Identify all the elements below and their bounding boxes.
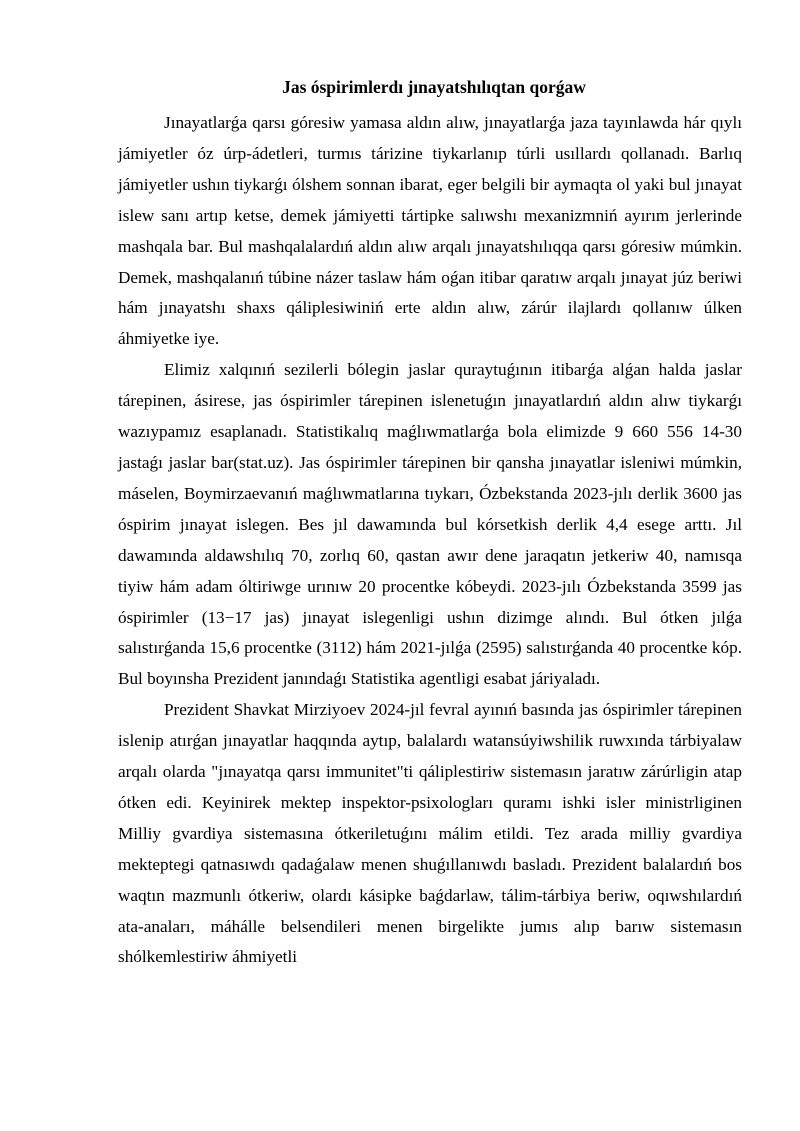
paragraph-2: Elimiz xalqınıń sezilerli bólegin jaslar quraytuǵının itibarǵa alǵan halda jaslar tárepinen, ásirese, jas óspirimler tárepinen islenetuǵın jınayatlardıń aldın alıw tiykarǵı wazıypamız esaplanadı. Statistikalıq maǵlıwmatlarǵa bola elimizde 9 660 556 14-30 jastaǵı jaslar bar(stat.uz). Jas óspirimler tárepinen bir qansha jınayatlar isleniwi múmkin, máselen, Boymirzaevanıń maǵlıwmatlarına tıykarı, Ózbekstanda 2023-jılı derlik 3600 jas óspirim jınayat islegen. Bes jıl dawamında bul kórsetkish derlik 4,4 esege arttı. Jıl dawamında aldawshılıq 70, zorlıq 60, qastan awır dene jaraqatın jetkeriw 40, namısqa tiyiw hám adam óltiriwge urınıw 20 procentke kóbeydi. 2023-jılı Ózbekstanda 3599 jas óspirimler (13−17 jas) jınayat islegenligi ushın dizimge alındı. Bul ótken jılǵa salıstırǵanda 15,6 procentke (3112) hám 2021-jılǵa (2595) salıstırǵanda 40 procentke kóp. Bul boyınsha Prezident janındaǵı Statistika agentligi esabat járiyaladı. xyxy=(118,360,742,689)
paragraph-1: Jınayatlarǵa qarsı góresiw yamasa aldın alıw, jınayatlarǵa jaza tayınlawda hár qıylı jámiyetler óz úrp-ádetleri, turmıs tárizine tiykarlanıp túrli usıllardı qollanadı. Barlıq jámiyetler ushın tiykarǵı ólshem sonnan ibarat, eger belgili bir aymaqta ol yaki bul jınayat islew sanı artıp ketse, demek jámiyetti tártipke salıwshı mexanizmniń ayırım jerlerinde mashqala bar. Bul mashqalalardıń aldın alıw arqalı jınayatshılıqqa qarsı góresiw múmkin. Demek, mashqalanıń túbine názer taslaw hám oǵan itibar qaratıw arqalı jınayat júz beriwi hám jınayatshı shaxs qáliplesiwiniń erte aldın alıw, zárúr ilajlardı qollanıw úlken áhmiyetke iye. xyxy=(118,113,742,349)
document-title: Jas óspirimlerdı jınayatshılıqtan qorǵaw xyxy=(282,77,586,97)
paragraph-3: Prezident Shavkat Mirziyoev 2024-jıl fevral ayınıń basında jas óspirimler tárepinen islenip atırǵan jınayatlar haqqında aytıp, balalardı watansúyiwshilik ruwxında tárbiyalaw arqalı olarda "jınayatqa qarsı immunitet"ti qáliplestiriw sistemasın jaratıw zárúrligin atap ótken edi. Keyinirek mektep inspektor-psixologları quramı ishki isler ministrliginen Milliy gvardiya sistemasına ótkeriletuǵını málim etildi. Tez arada milliy gvardiya mekteptegi qatnasıwdı qadaǵalaw menen shuǵıllanıwdı basladı. Prezident balalardıń bos waqtın mazmunlı ótkeriw, olardı kásipke baǵdarlaw, tálim-tárbiya beriw, oqıwshılardıń ata-anaları, máhálle belsendileri menen birgelikte jumıs alıp barıw sistemasın shólkemlestiriw áhmiyetli xyxy=(118,700,742,967)
